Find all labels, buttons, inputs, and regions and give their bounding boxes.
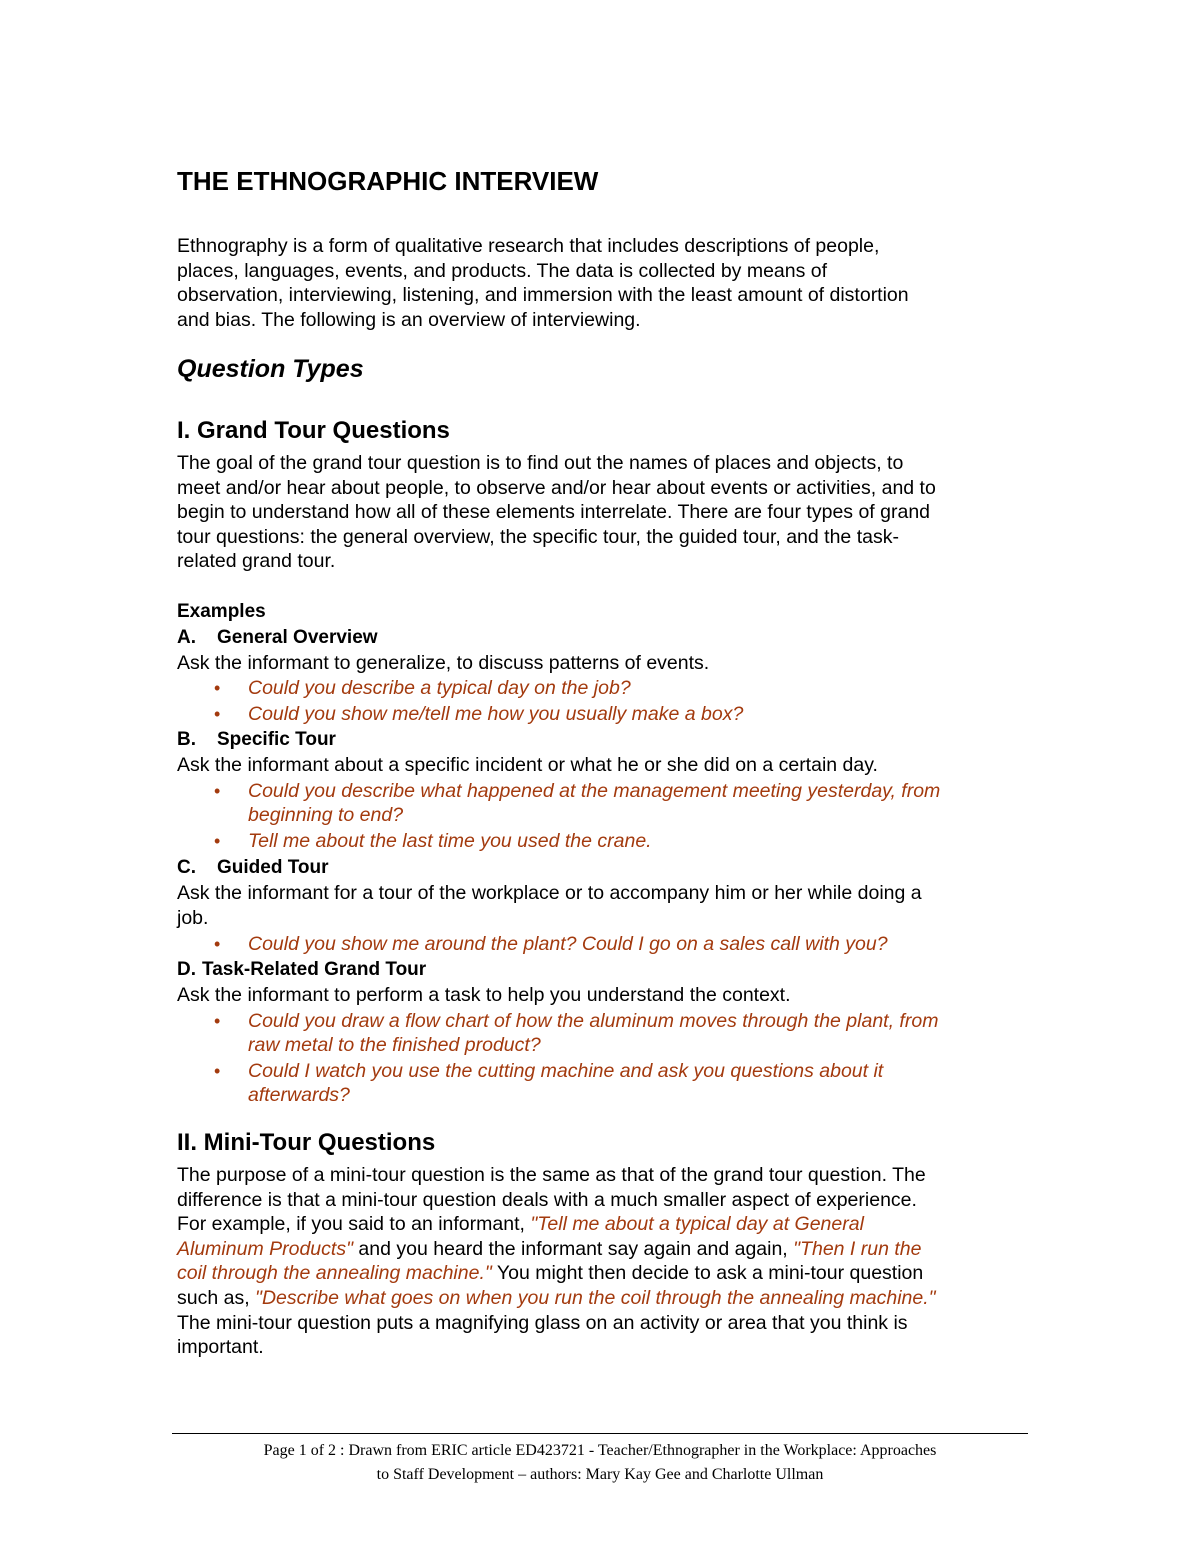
mini-tour-line: The mini-tour question puts a magnifying glass on an activity or area that you think is [177, 1311, 908, 1334]
example-question: • Could I watch you use the cutting machine and ask you questions about it afterwards? [214, 1059, 884, 1107]
mini-tour-line: The purpose of a mini-tour question is the same as that of the grand tour question. The [177, 1164, 926, 1186]
mini-tour-heading: II. Mini-Tour Questions [177, 1129, 436, 1156]
intro-line: observation, interviewing, listening, and immersion with the least amount of distortion [177, 284, 909, 307]
subsection-desc: Ask the informant to perform a task to help you understand the context. [177, 984, 791, 1007]
intro-paragraph [177, 234, 1027, 332]
mini-tour-line: important. [177, 1336, 264, 1359]
grand-tour-line: tour questions: the general overview, the specific tour, the guided tour, and the task- [177, 525, 899, 548]
mini-tour-line: difference is that a mini-tour question deals with a much smaller aspect of experience. [177, 1188, 917, 1211]
footer-line: Page 1 of 2 : Drawn from ERIC article ED423721 - Teacher/Ethnographer in the Workplace: Approaches [263, 1442, 937, 1459]
mini-tour-section [177, 1129, 1027, 1360]
subsection-title: Specific Tour [217, 729, 336, 751]
examples-heading: Examples [177, 601, 266, 622]
example-question: • Could you show me/tell me how you usually make a box? [214, 702, 744, 725]
example-question: • Could you describe what happened at the management meeting yesterday, from beginning to end? [214, 779, 941, 827]
quoted-example: "Then I run the [793, 1237, 922, 1260]
grand-tour-line: begin to understand how all of these elements interrelate. There are four types of grand [177, 501, 931, 524]
grand-tour-heading: I. Grand Tour Questions [177, 417, 450, 444]
subsection-letter: C. [177, 856, 196, 878]
subsection-letter: A. [177, 626, 196, 648]
example-question: • Could you draw a flow chart of how the aluminum moves through the plant, from raw metal to the finished product? [214, 1009, 939, 1057]
quoted-example: Aluminum Products" [177, 1237, 353, 1260]
mini-tour-line: Aluminum Products" and you heard the informant say again and again, "Then I run the [177, 1237, 922, 1260]
subsection-title: General Overview [217, 626, 378, 648]
footer-line: to Staff Development – authors: Mary Kay Gee and Charlotte Ullman [376, 1466, 824, 1483]
mini-tour-line: For example, if you said to an informant, "Tell me about a typical day at General [177, 1213, 864, 1236]
subsection-desc: Ask the informant about a specific incident or what he or she did on a certain day. [177, 754, 878, 777]
quoted-example: coil through the annealing machine." [177, 1262, 492, 1285]
bullet-icon: • [214, 933, 221, 954]
example-question: • Could you show me around the plant? Could I go on a sales call with you? [214, 932, 888, 955]
example-list [177, 1009, 1027, 1108]
grand-tour-line: related grand tour. [177, 550, 336, 573]
intro-line: and bias. The following is an overview of interviewing. [177, 308, 641, 331]
subsection-heading-b [177, 727, 1027, 753]
subsection-desc: Ask the informant to generalize, to discuss patterns of events. [177, 651, 710, 674]
subsection-title: Task-Related Grand Tour [202, 959, 427, 981]
example-list [177, 932, 1027, 957]
example-question: • Tell me about the last time you used the crane. [214, 829, 652, 852]
grand-tour-section [177, 417, 1027, 574]
page-footer [172, 1439, 1028, 1487]
bullet-icon: • [214, 703, 221, 724]
example-list [177, 779, 1027, 854]
examples-block [177, 600, 1027, 1109]
subsection-heading-c [177, 855, 1027, 881]
document-title: THE ETHNOGRAPHIC INTERVIEW [177, 166, 599, 196]
bullet-icon: • [214, 780, 221, 801]
question-types-heading: Question Types [177, 355, 364, 383]
bullet-icon: • [214, 1010, 221, 1031]
subsection-desc: Ask the informant for a tour of the workplace or to accompany him or her while doing a job. [177, 881, 922, 930]
intro-line: places, languages, events, and products. The data is collected by means of [177, 259, 828, 282]
bullet-icon: • [214, 1060, 221, 1081]
quoted-example: "Describe what goes on when you run the coil through the annealing machine." [255, 1286, 936, 1309]
subsection-letter: B. [177, 729, 196, 751]
grand-tour-line: The goal of the grand tour question is to find out the names of places and objects, to [177, 452, 904, 474]
bullet-icon: • [214, 830, 221, 851]
mini-tour-line: coil through the annealing machine." You might then decide to ask a mini-tour question [177, 1262, 924, 1285]
subsection-heading-a [177, 625, 1027, 651]
grand-tour-line: meet and/or hear about people, to observe and/or hear about events or activities, and to [177, 476, 936, 499]
example-question: • Could you describe a typical day on the job? [214, 677, 631, 700]
footer-divider [172, 1433, 1028, 1434]
bullet-icon: • [214, 678, 221, 699]
mini-tour-line: such as, "Describe what goes on when you run the coil through the annealing machine." [177, 1286, 936, 1309]
subsection-heading-d [177, 957, 1027, 983]
quoted-example: "Tell me about a typical day at General [530, 1213, 864, 1236]
intro-line: Ethnography is a form of qualitative research that includes descriptions of people, [177, 235, 880, 257]
subsection-title: Guided Tour [217, 856, 329, 878]
subsection-letter: D. [177, 959, 196, 981]
example-list [177, 676, 1027, 726]
